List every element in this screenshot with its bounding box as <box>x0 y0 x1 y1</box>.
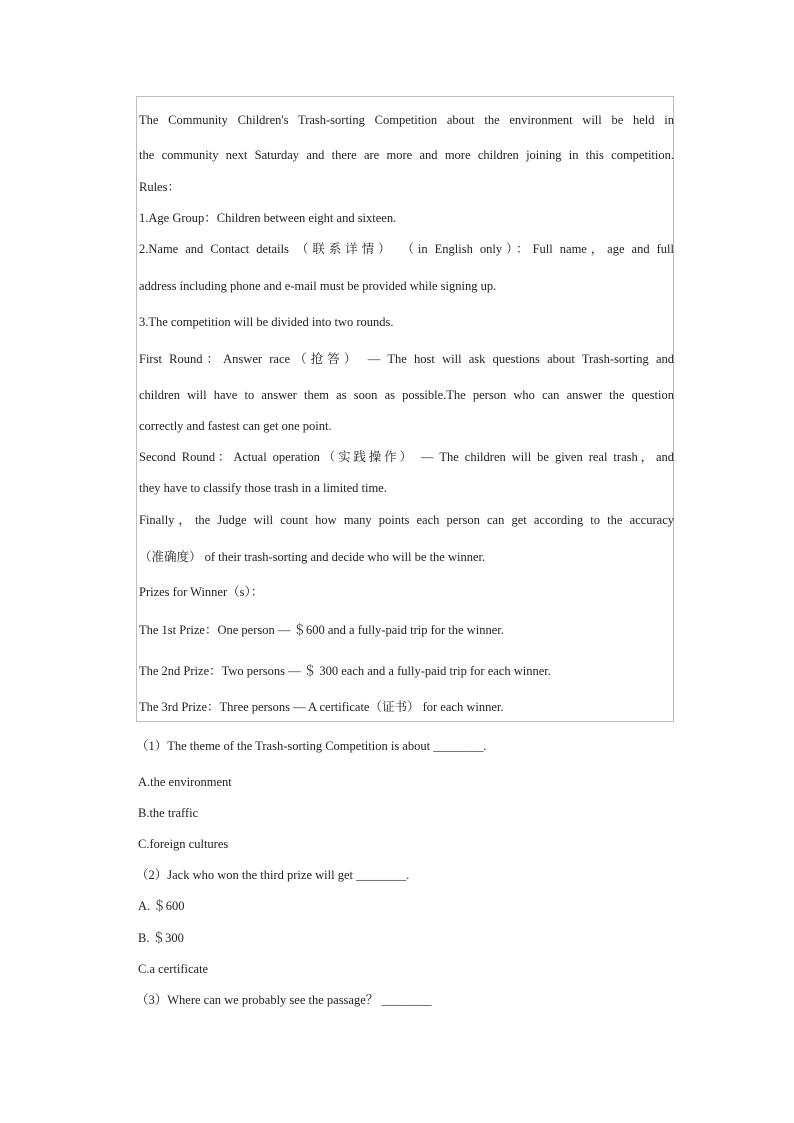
question-2-option-a[interactable]: A. ＄600 <box>138 899 185 913</box>
rules-heading: Rules： <box>139 180 180 194</box>
first-round-line-3: correctly and fastest can get one point. <box>139 419 332 433</box>
finally-line-2: （准确度） of their trash-sorting and decide who will be the winner. <box>139 550 486 564</box>
question-2-option-b[interactable]: B. ＄300 <box>138 931 184 945</box>
second-round-line-2: they have to classify those trash in a limited time. <box>139 481 387 495</box>
rule-contact-details-line-2: address including phone and e-mail must be provided while signing up. <box>139 279 497 293</box>
finally-line-1: Finally，the Judge will count how many points each person can get according to the accuracy <box>139 513 674 527</box>
rule-age-group: 1.Age Group：Children between eight and sixteen. <box>139 211 397 225</box>
question-1-option-a[interactable]: A.the environment <box>138 775 232 789</box>
prizes-heading: Prizes for Winner（s）： <box>139 585 264 599</box>
question-1-stem: （1）The theme of the Trash-sorting Competition is about ________. <box>136 739 487 753</box>
prize-third: The 3rd Prize：Three persons — A certificate（证书） for each winner. <box>139 700 504 714</box>
rule-contact-details-line-1: 2.Name and Contact details （联系详情） （in English only）：Full name，age and full <box>139 242 674 256</box>
question-1-option-c[interactable]: C.foreign cultures <box>138 837 229 851</box>
first-round-line-1: First Round：Answer race（抢答） — The host will ask questions about Trash-sorting and <box>139 352 674 366</box>
passage-intro-line-2: the community next Saturday and there are more and more children joining in this competition. <box>139 148 674 162</box>
question-2-stem: （2）Jack who won the third prize will get ________. <box>136 868 410 882</box>
prize-first: The 1st Prize：One person — ＄600 and a fully-paid trip for the winner. <box>139 623 504 637</box>
first-round-line-2: children will have to answer them as soon as possible.The person who can answer the question <box>139 388 674 402</box>
rule-rounds: 3.The competition will be divided into two rounds. <box>139 315 394 329</box>
question-3-stem: （3）Where can we probably see the passage？ ________ <box>136 993 432 1007</box>
passage-intro-line-1: The Community Children's Trash-sorting Competition about the environment will be held in <box>139 113 674 127</box>
prize-second: The 2nd Prize：Two persons — ＄ 300 each and a fully-paid trip for each winner. <box>139 664 551 678</box>
question-1-option-b[interactable]: B.the traffic <box>138 806 199 820</box>
second-round-line-1: Second Round：Actual operation（实践操作） — The children will be given real trash，and <box>139 450 674 464</box>
question-2-option-c[interactable]: C.a certificate <box>138 962 209 976</box>
